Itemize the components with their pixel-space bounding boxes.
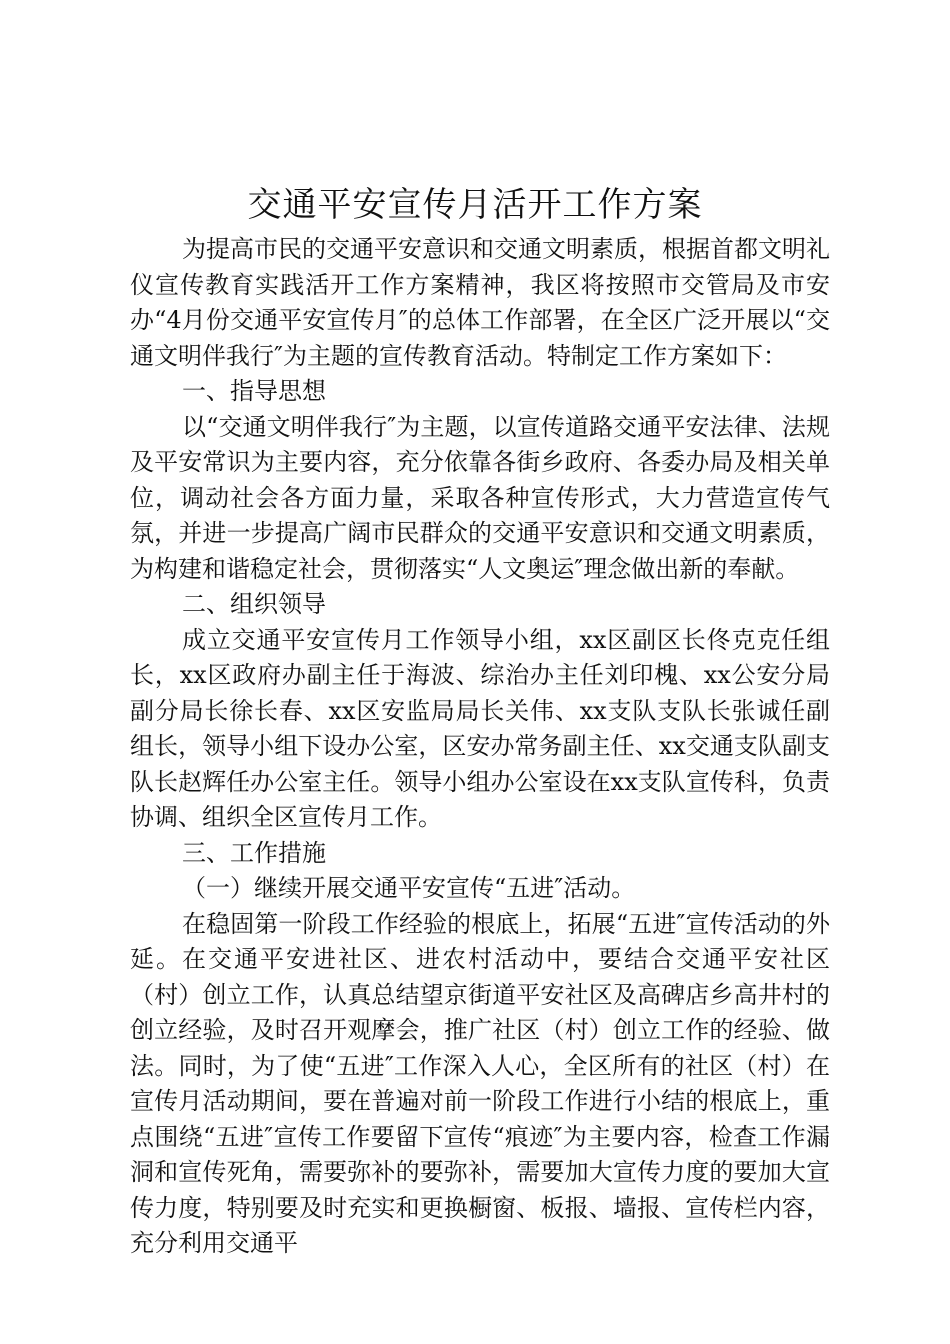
subsection-heading-five-entries: （一）继续开展交通平安宣传“五进″活动。 (182, 874, 636, 902)
organization-paragraph: 成立交通平安宣传月工作领导小组，xx区副区长佟克克任组长，xx区政府办副主任于海波、综治办主任刘印槐、xx公安分局副分局长徐长春、xx区安监局局长关伟、xx支队支队长张诚任副组长，领导小组下设办公室，区安办常务副主任、xx交通支队副支队长赵辉任办公室主任。领导小组办公室设在xx支队宣传科，负责协调、组织全区宣传月工作。 (130, 625, 830, 831)
document-body (130, 232, 830, 1262)
section-heading-organization: 二、组织领导 (182, 590, 326, 618)
intro-paragraph: 为提高市民的交通平安意识和交通文明素质，根据首都文明礼仪宣传教育实践活开工作方案精神，我区将按照市交管局及市安办“4月份交通平安宣传月″的总体工作部署，在全区广泛开展以“交通文明伴我行″为主题的宣传教育活动。特制定工作方案如下： (130, 235, 830, 370)
section-heading-work-measures: 三、工作措施 (182, 838, 326, 867)
five-entries-paragraph: 在稳固第一阶段工作经验的根底上，拓展“五进″宣传活动的外延。在交通平安进社区、进农村活动中，要结合交通平安社区（村）创立工作，认真总结望京街道平安社区及高碑店乡高井村的创立经验，及时召开观摩会，推广社区（村）创立工作的经验、做法。同时，为了使“五进″工作深入人心，全区所有的社区（村）在宣传月活动期间，要在普遍对前一阶段工作进行小结的根底上，重点围绕“五进″宣传工作要留下宣传“痕迹″为主要内容，检查工作漏洞和宣传死角，需要弥补的要弥补，需要加大宣传力度的要加大宣传力度，特别要及时充实和更换橱窗、板报、墙报、宣传栏内容，充分利用交通平 (130, 909, 830, 1257)
document-title: 交通平安宣传月活开工作方案 (247, 185, 703, 225)
guiding-thought-paragraph: 以“交通文明伴我行″为主题，以宣传道路交通平安法律、法规及平安常识为主要内容，充分依靠各街乡政府、各委办局及相关单位，调动社会各方面力量，采取各种宣传形式，大力营造宣传气氛，并进一步提高广阔市民群众的交通平安意识和交通文明素质，为构建和谐稳定社会，贯彻落实“人文奥运″理念做出新的奉献。 (130, 412, 830, 583)
section-heading-guiding-thought: 一、指导思想 (182, 377, 326, 405)
